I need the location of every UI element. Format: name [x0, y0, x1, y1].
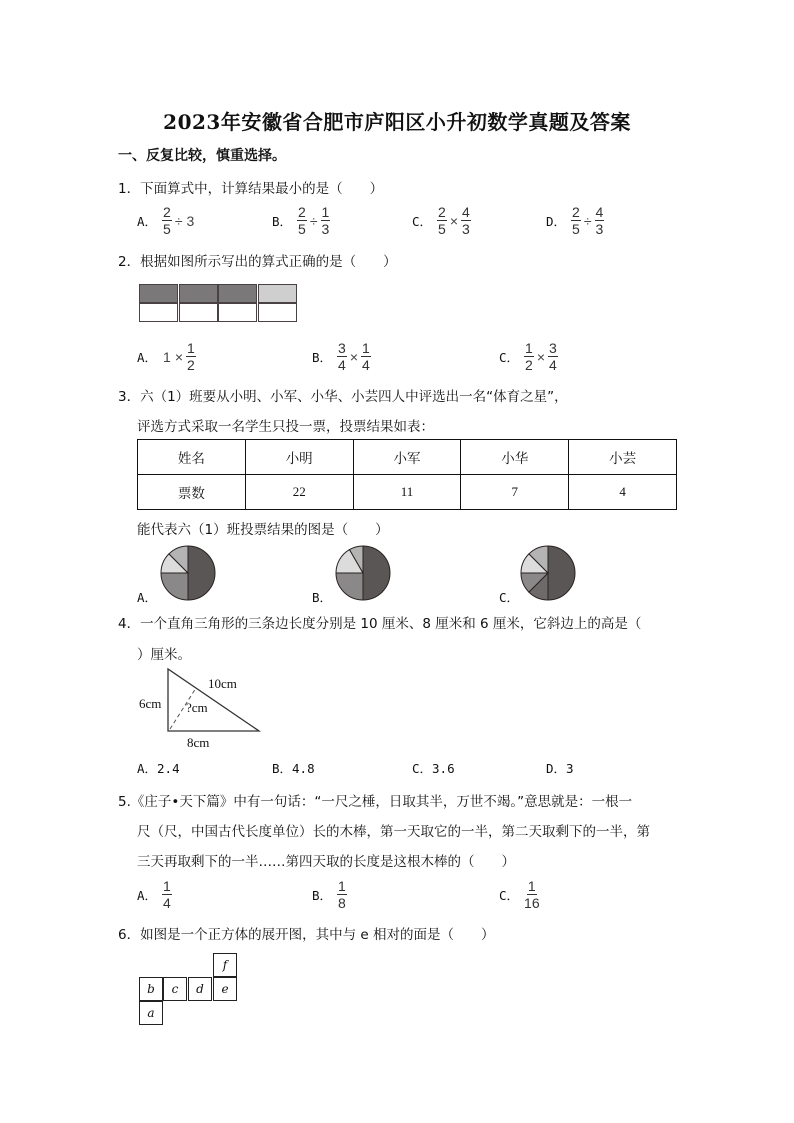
question-3-text-2: 评选方式采取一名学生只投一票，投票结果如表：	[137, 419, 434, 435]
question-4-text: 4．一个直角三角形的三条边长度分别是 10 厘米、8 厘米和 6 厘米，它斜边上的高是（	[118, 616, 642, 632]
denominator: 3	[462, 221, 470, 237]
numerator: 3	[549, 340, 557, 356]
numerator: 2	[298, 204, 306, 220]
denominator: 5	[438, 221, 446, 237]
option-label: B．	[312, 887, 333, 903]
table-cell: 22	[245, 475, 353, 510]
cube-face-e: e	[213, 977, 237, 1001]
question-3-text: 3．六（1）班要从小明、小军、小华、小芸四人中评选出一名“体育之星”，	[118, 389, 568, 405]
denominator: 5	[163, 221, 171, 237]
numerator: 2	[438, 204, 446, 220]
fraction	[186, 340, 196, 373]
option-label: B．	[312, 349, 333, 365]
shaded-cell	[179, 284, 218, 303]
question-1-text: 1．下面算式中，计算结果最小的是（ ）	[118, 181, 384, 197]
pie-slice	[548, 546, 575, 600]
fraction	[162, 878, 172, 911]
denominator: 16	[524, 895, 540, 911]
denominator: 8	[338, 895, 346, 911]
table-header-cell: 姓名	[138, 440, 246, 475]
bottom-side-label: 8cm	[187, 735, 210, 750]
empty-cell	[218, 303, 257, 322]
option-label: A．	[137, 213, 158, 229]
numerator: 1	[527, 878, 536, 894]
numerator: 1	[525, 340, 533, 356]
cube-face-d: d	[188, 977, 212, 1001]
q4-option-b[interactable]: B．4.8	[272, 761, 315, 776]
left-side-label: 6cm	[139, 696, 162, 711]
table-header-cell: 小芸	[569, 440, 677, 475]
denominator: 3	[595, 221, 604, 237]
question-5-text-3: 三天再取剩下的一半……第四天取的长度是这根木棒的（ ）	[137, 854, 515, 870]
numerator: 1	[362, 340, 370, 356]
numerator: 4	[595, 204, 604, 220]
q4-option-d[interactable]: D．3	[546, 761, 574, 776]
table-cell: 票数	[138, 475, 246, 510]
q3-pie-c[interactable]	[519, 544, 577, 602]
question-5-text: 5.《庄子•天下篇》中有一句话：“一尺之棰，日取其半，万世不竭。”意思就是：一根一	[118, 794, 633, 810]
fraction	[337, 340, 347, 373]
option-label: C．	[499, 349, 520, 365]
empty-cell	[179, 303, 218, 322]
q4-option-c[interactable]: C．3.6	[412, 761, 455, 776]
pie-slice	[188, 546, 215, 600]
section-heading: 一、反复比较，慎重选择。	[118, 148, 286, 164]
fraction	[571, 204, 581, 237]
q1-option-c[interactable]	[412, 204, 472, 237]
question-2-text: 2．根据如图所示写出的算式正确的是（ ）	[118, 254, 397, 270]
denominator: 2	[525, 357, 533, 373]
operator: ÷	[309, 212, 318, 229]
fraction	[548, 340, 558, 373]
cube-face-f: f	[213, 953, 237, 977]
option-label: C．	[412, 213, 433, 229]
question-3-text-3: 能代表六（1）班投票结果的图是（ ）	[137, 522, 389, 538]
light-cell	[258, 284, 297, 303]
fraction	[162, 204, 172, 237]
cube-face-b: b	[139, 977, 163, 1001]
question-4-text-2: ）厘米。	[137, 647, 191, 663]
operator: ×	[536, 348, 546, 365]
q1-option-a[interactable]	[137, 204, 196, 237]
q4-option-a[interactable]: A．2.4	[137, 761, 180, 776]
q2-option-c[interactable]	[499, 340, 559, 373]
table-row	[138, 440, 677, 475]
denominator: 4	[549, 357, 557, 373]
option-label: B．	[272, 213, 293, 229]
fraction	[524, 340, 534, 373]
denominator: 4	[362, 357, 370, 373]
fraction	[361, 340, 371, 373]
integer: 1	[163, 348, 171, 365]
fraction	[461, 204, 471, 237]
empty-cell	[258, 303, 297, 322]
numerator: 2	[572, 204, 580, 220]
q1-option-d[interactable]	[546, 204, 605, 237]
denominator: 2	[187, 357, 195, 373]
fraction	[297, 204, 307, 237]
denominator: 5	[572, 221, 580, 237]
denominator: 4	[338, 357, 346, 373]
option-label: A．	[137, 349, 158, 365]
question-6-text: 6．如图是一个正方体的展开图，其中与 e 相对的面是（ ）	[118, 927, 495, 943]
vote-table	[137, 439, 677, 510]
fraction	[321, 204, 331, 237]
q1-option-b[interactable]	[272, 204, 331, 237]
q3-pie-a[interactable]	[159, 544, 217, 602]
operator: ÷	[583, 212, 592, 229]
cube-face-c: c	[163, 977, 187, 1001]
table-header-cell: 小军	[353, 440, 461, 475]
integer: 3	[186, 212, 195, 229]
pie-slice	[161, 573, 188, 600]
denominator: 4	[163, 895, 171, 911]
numerator: 3	[338, 340, 346, 356]
fraction	[437, 204, 447, 237]
q3-option-c-label[interactable]: C．	[499, 590, 520, 605]
shaded-cell	[139, 284, 178, 303]
shaded-cell	[218, 284, 257, 303]
q3-option-a-label[interactable]: A．	[137, 590, 158, 605]
hypotenuse-label: 10cm	[208, 676, 237, 691]
table-cell: 7	[461, 475, 569, 510]
numerator: 1	[338, 878, 346, 894]
numerator: 1	[163, 878, 171, 894]
pie-slice	[363, 546, 390, 600]
operator: ÷	[174, 212, 183, 229]
table-row	[138, 475, 677, 510]
operator: ×	[449, 212, 459, 229]
numerator: 2	[163, 204, 171, 220]
operator: ×	[174, 348, 184, 365]
table-cell: 11	[353, 475, 461, 510]
q2-option-a[interactable]	[137, 340, 197, 373]
q3-pie-b[interactable]	[334, 544, 392, 602]
numerator: 4	[462, 204, 470, 220]
table-header-cell: 小明	[245, 440, 353, 475]
empty-cell	[139, 303, 178, 322]
q5-option-a[interactable]	[137, 878, 173, 911]
numerator: 1	[187, 340, 195, 356]
table-header-cell: 小华	[461, 440, 569, 475]
page-title: 2023年安徽省合肥市庐阳区小升初数学真题及答案	[163, 110, 631, 134]
denominator: 3	[321, 221, 330, 237]
operator: ×	[349, 348, 359, 365]
q2-option-b[interactable]	[312, 340, 372, 373]
option-label: C．	[499, 887, 520, 903]
cube-face-a: a	[139, 1001, 163, 1025]
fraction	[337, 878, 347, 911]
q5-option-b[interactable]	[312, 878, 348, 911]
option-label: D．	[546, 213, 567, 229]
pie-slice	[336, 573, 363, 600]
fraction	[524, 878, 540, 911]
table-cell: 4	[569, 475, 677, 510]
option-label: A．	[137, 887, 158, 903]
question-5-text-2: 尺（尺，中国古代长度单位）长的木棒，第一天取它的一半，第二天取剩下的一半，第	[137, 824, 650, 840]
q5-option-c[interactable]	[499, 878, 541, 911]
fraction	[595, 204, 605, 237]
denominator: 5	[298, 221, 306, 237]
height-label: ?cm	[186, 700, 208, 715]
numerator: 1	[321, 204, 330, 220]
q3-option-b-label[interactable]: B．	[312, 590, 333, 605]
